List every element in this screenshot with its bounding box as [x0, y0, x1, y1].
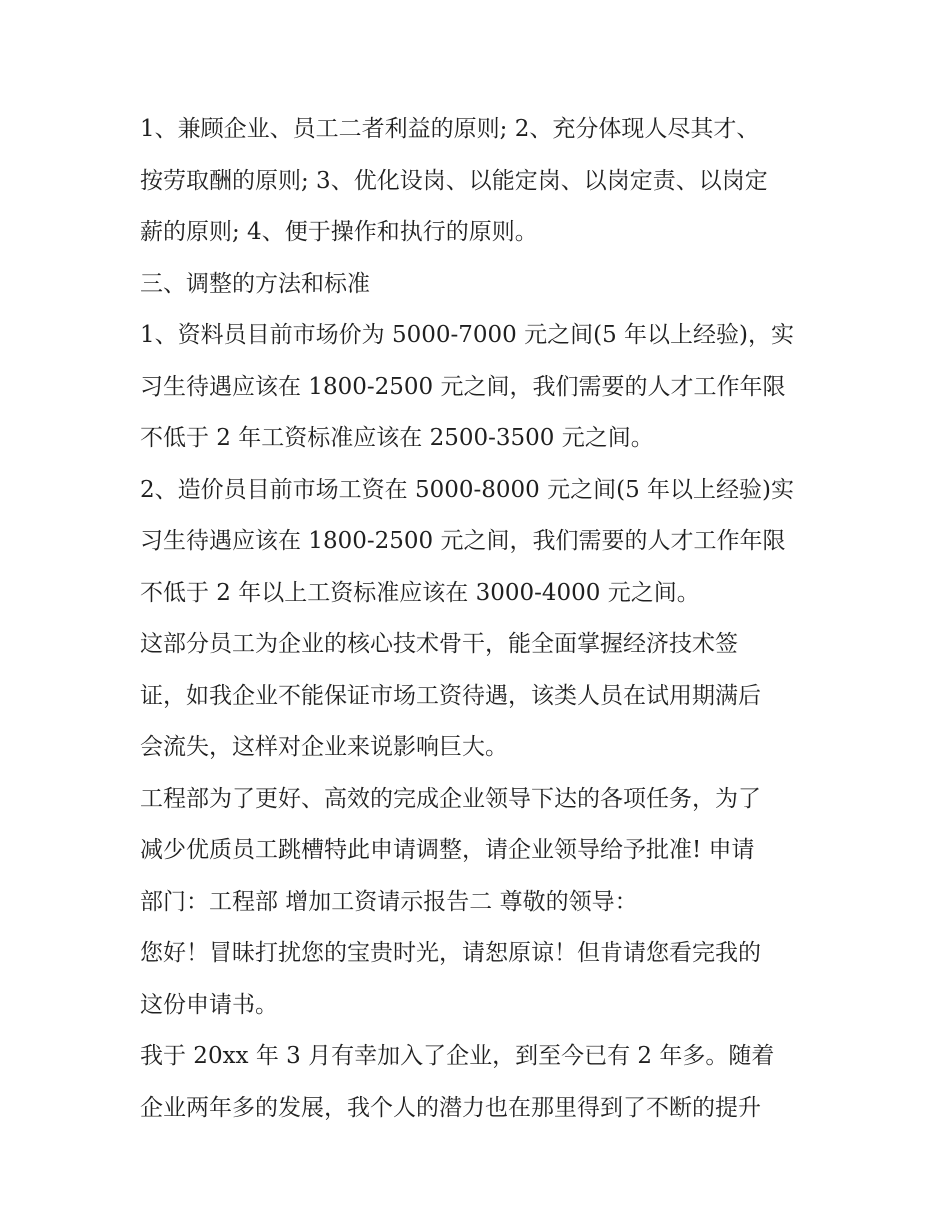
- text-line: 部门：工程部 增加工资请示报告二 尊敬的领导：: [140, 888, 638, 915]
- text-line: 工程部为了更好、高效的完成企业领导下达的各项任务，为了: [140, 785, 761, 812]
- text-line: 您好！冒昧打扰您的宝贵时光，请恕原谅！但肯请您看完我的: [140, 940, 761, 966]
- text-line: 习生待遇应该在 1800-2500 元之间，我们需要的人才工作年限: [140, 528, 786, 554]
- text-line: 企业两年多的发展，我个人的潜力也在那里得到了不断的提升: [140, 1094, 761, 1121]
- text-line: 薪的原则; 4、便于操作和执行的原则。: [140, 219, 538, 245]
- text-line: 习生待遇应该在 1800-2500 元之间，我们需要的人才工作年限: [140, 373, 786, 400]
- text-line: 1、兼顾企业、员工二者利益的原则; 2、充分体现人尽其才、: [140, 116, 760, 142]
- text-line: 按劳取酬的原则; 3、优化设岗、以能定岗、以岗定责、以岗定: [140, 167, 768, 194]
- text-line: 会流失，这样对企业来说影响巨大。: [140, 734, 508, 760]
- text-line: 这份申请书。: [140, 991, 278, 1018]
- text-line: 减少优质员工跳槽特此申请调整，请企业领导给予批准! 申请: [140, 837, 755, 863]
- document-body: [140, 104, 820, 1134]
- text-line: 2、造价员目前市场工资在 5000-8000 元之间(5 年以上经验)实: [140, 476, 794, 503]
- text-line: 我于 20xx 年 3 月有幸加入了企业，到至今已有 2 年多。随着: [140, 1043, 775, 1069]
- text-line: 1、资料员目前市场价为 5000-7000 元之间(5 年以上经验)，实: [140, 322, 794, 348]
- section-heading: 三、调整的方法和标准: [140, 270, 370, 297]
- text-line: 不低于 2 年以上工资标准应该在 3000-4000 元之间。: [140, 579, 700, 606]
- text-line: 这部分员工为企业的核心技术骨干，能全面掌握经济技术签: [140, 631, 738, 657]
- text-line: 证，如我企业不能保证市场工资待遇，该类人员在试用期满后: [140, 682, 761, 709]
- text-line: 不低于 2 年工资标准应该在 2500-3500 元之间。: [140, 425, 654, 451]
